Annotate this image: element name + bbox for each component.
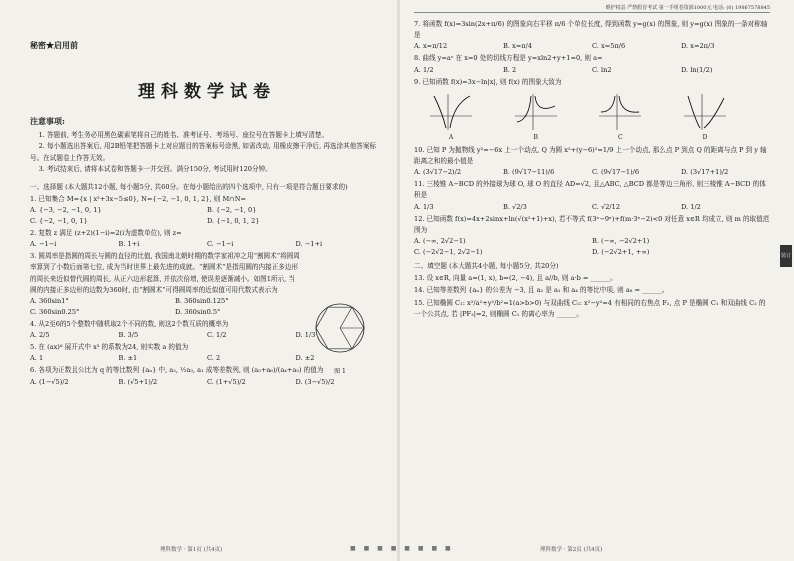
graph-b (513, 92, 559, 141)
option: A. 2/5 (30, 331, 50, 340)
graph-b-plot (513, 92, 559, 132)
question-3-options (30, 296, 320, 318)
option: A. (3√17−2)/2 (414, 168, 462, 177)
footer-left: 理科数学 · 第1页 (共4页) (160, 547, 223, 553)
graph-d-label: D (702, 133, 708, 141)
option: B. 1+i (118, 240, 140, 249)
question-10: 10. 已知 P 为抛物线 y²=−6x 上一个动点, Q 为圆 x²+(y−6)²=1/9 上一个动点, 那么点 P 到点 Q 的距离与点 P 到 y 轴距离之和的最小值是 (414, 145, 767, 166)
option: C. (−2√2−1, 2√2−1) (414, 248, 483, 257)
option: A. 1/3 (414, 202, 434, 211)
option: B. √2/3 (503, 202, 527, 211)
question-1-options (30, 205, 384, 227)
section-1-heading: 一、选择题 (本大题共12小题, 每小题5分, 共60分。在每小题给出的四个选项中, 只有一项是符合题目要求的) (30, 182, 348, 191)
question-8-options (414, 65, 770, 76)
page-title: 理科数学试卷 (138, 82, 276, 102)
option: D. ±2 (295, 354, 315, 363)
option: B. 2 (503, 65, 517, 74)
question-2-options (30, 239, 384, 250)
option: C. x=5π/6 (592, 42, 626, 51)
option: D. ln(1/2) (681, 65, 713, 74)
question-13: 13. 设 x∈R, 向量 a=(1, x), b=(2, −4), 且 a//b, 则 a·b = ______。 (414, 274, 617, 283)
question-11-options (414, 202, 770, 213)
binding-marks: ■ ■ ■ ■ ■ ■ ■ ■ (350, 545, 454, 552)
graph-c (597, 92, 643, 141)
question-7: 7. 将函数 f(x)=3sin(2x+π/6) 的图象向右平移 π/6 个单位长度, 得到函数 y=g(x) 的图象, 则 y=g(x) 图象的一条对称轴是 (414, 20, 768, 40)
option: B. 3/5 (118, 331, 139, 340)
question-12-options (414, 236, 770, 258)
option: C. ln2 (592, 65, 612, 74)
question-10-options (414, 167, 770, 178)
figure-1-label: 图 1 (334, 368, 346, 375)
notice-1: 1. 答题前, 考生务必用黑色碳素笔将自己的姓名、准考证号、考场号、座位号在答题卡上填写清楚。 (38, 131, 329, 139)
figure-1 (310, 300, 370, 375)
option: B. ±1 (118, 354, 138, 363)
option: D. (3−√5)/2 (295, 377, 335, 386)
question-14: 14. 已知等差数列 {aₙ} 的公差为 −3, 且 a₂ 是 a₁ 和 a₄ 的等比中项, 则 a₈ = ______。 (414, 286, 669, 295)
secret-mark: 秘密★启用前 (30, 40, 78, 50)
option: A. −1−i (30, 240, 57, 249)
option: C. 1/2 (207, 331, 227, 340)
binding-tag: 装订 (780, 245, 792, 267)
question-15: 15. 已知椭圆 C₁: x²/a²+y²/b²=1(a>b>0) 与双曲线 C₂: x²−y²=4 有相同的右焦点 F₂, 点 P 是椭圆 C₁ 和双曲线 C₂ 的一个公共点, 若 |PF₂|=2, 则椭圆 C₁ 的离心率为 ______。 (414, 298, 766, 318)
question-11: 11. 三棱锥 A−BCD 的外接球为球 O, 球 O 的直径 AD=√2, 且△ABC, △BCD 都是等边三角形, 则三棱锥 A−BCD 的体积是 (414, 180, 766, 200)
graph-a-label: A (448, 133, 454, 141)
option: D. 360sin0.5° (175, 308, 221, 317)
question-1: 1. 已知集合 M={x | x²+3x−5≤0}, N={−2, −1, 0, 1, 2}, 则 M∩N= (30, 194, 247, 203)
option: C. −1−i (207, 240, 234, 249)
option: B. (√5+1)/2 (118, 377, 158, 386)
option: B. 360sin0.125° (175, 297, 229, 306)
option: B. {−2, −1, 0} (207, 206, 257, 215)
option: D. −1+i (295, 240, 323, 249)
option: C. 2 (207, 354, 221, 363)
option: A. 1/2 (414, 65, 434, 74)
question-7-options (414, 41, 770, 52)
top-bar: 维护权益 严禁假冒考试 第一手组卷资源1000元 电话: (0) 19867578845 (414, 4, 770, 13)
option: A. 360sin1° (30, 297, 69, 306)
graph-a-plot (428, 92, 474, 132)
graph-c-plot (597, 92, 643, 132)
option: D. 1/2 (681, 202, 701, 211)
graph-a (428, 92, 474, 141)
option: A. {−3, −2, −1, 0, 1} (30, 206, 102, 215)
graph-b-label: B (533, 133, 538, 141)
option: B. (9√17−11)/6 (503, 168, 555, 177)
option: A. 1 (30, 354, 44, 363)
option: D. (−2√2+1, +∞) (592, 248, 650, 257)
option: A. x=π/12 (414, 42, 448, 51)
option: A. (1−√5)/2 (30, 377, 69, 386)
notice-3: 3. 考试结束后, 请将本试卷和答题卡一并交回。满分150分, 考试用时120分钟。 (38, 165, 272, 174)
option: D. 1/3 (295, 331, 316, 340)
option: D. x=2π/3 (681, 42, 715, 51)
question-9-graphs (428, 92, 728, 141)
graph-d (682, 92, 728, 141)
circle-hexagon-figure (310, 300, 370, 362)
question-12: 12. 已知函数 f(x)=4x+2sinx+ln(√(x²+1)+x), 若不等式 f(3ˣ−9ˣ)+f(m·3ˣ−2)<0 对任意 x∈R 均成立, 则 m 的取值范围为 (414, 214, 770, 234)
question-4: 4. 从2至6的5个整数中随机取2个不同的数, 则这2个数互质的概率为 (30, 320, 229, 329)
graph-c-label: C (618, 133, 623, 141)
option: C. 360sin0.25° (30, 308, 80, 317)
option: B. (−∞, −2√2+1) (592, 237, 650, 246)
question-2: 2. 复数 z 满足 (z+2)(1−i)=2(i为虚数单位), 则 z= (30, 229, 182, 238)
notice-2: 2. 每小题选出答案后, 用2B铅笔把答题卡上对应题目的答案标号涂黑, 如需改动, 用橡皮擦干净后, 再选涂其他答案标号。在试题卷上作答无效。 (30, 142, 377, 162)
question-5: 5. 在 (ax)⁶ 展开式中 x³ 的系数为24, 则实数 a 的值为 (30, 343, 189, 352)
option: D. (3√17+1)/2 (681, 168, 729, 177)
option: C. √2/12 (592, 202, 621, 211)
section-2-heading: 二、填空题 (本大题共4小题, 每小题5分, 共20分) (414, 262, 559, 271)
question-8: 8. 曲线 y=aᵉ 在 x=0 处的切线方程是 y=xln2+y+1=0, 则 a= (414, 54, 603, 63)
option: D. {−1, 0, 1, 2} (207, 217, 260, 226)
page-right (400, 0, 780, 561)
option: A. (−∞, 2√2−1) (414, 237, 466, 246)
option: C. (9√17−1)/6 (592, 168, 640, 177)
graph-d-plot (682, 92, 728, 132)
footer-right: 理科数学 · 第2页 (共4页) (540, 547, 603, 553)
question-3: 3. 圆周率是指圆的周长与圆的直径的比值, 我国南北朝时期的数学家祖冲之用“割圆术”将圆周率算到了小数后面第七位, 成为当时世界上最先进的成就。“割圆术”是指用圆的内接正多边形的周长来近似替代圆的周长, 从正六边形起算, 并依次倍增, 使误差逐渐减小。如图1所示, 当圆的内接正多边形的边数为360时, 由“割圆术”可得圆周率的近似值可用代数式表示为 (30, 252, 300, 294)
option: C. (1+√5)/2 (207, 377, 246, 386)
question-6: 6. 各项为正数且公比为 q 的等比数列 {aₙ} 中, a₂, ½a₃, a₁ 成等差数列, 则 (a₅+a₆)/(a₄+a₅) 的值为 (30, 366, 324, 375)
notice-heading: 注意事项: (30, 116, 65, 126)
option: C. {−2, −1, 0, 1} (30, 217, 88, 226)
option: B. x=π/4 (503, 42, 533, 51)
question-9: 9. 已知函数 f(x)=3x−ln|x|, 则 f(x) 的图象大致为 (414, 77, 562, 86)
question-6-options (30, 377, 384, 388)
